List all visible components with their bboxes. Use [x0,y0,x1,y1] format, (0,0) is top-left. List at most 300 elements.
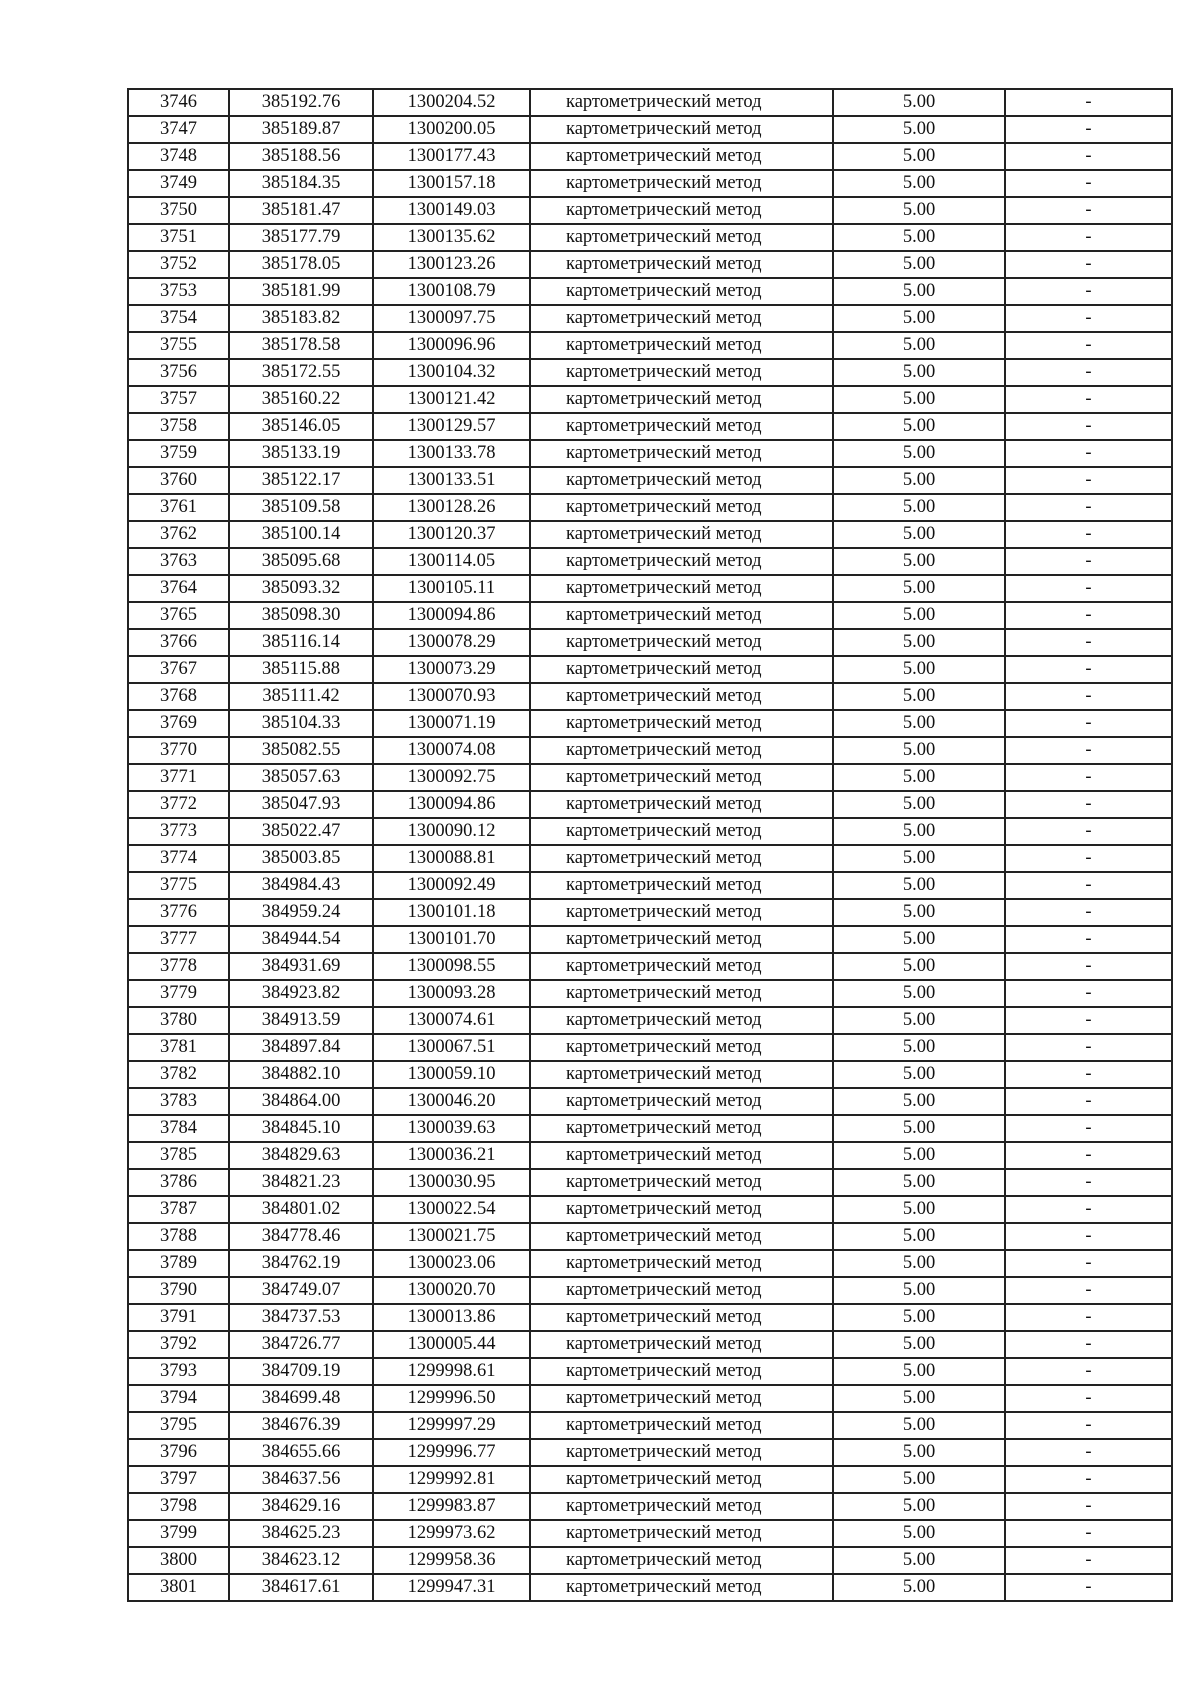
y-coordinate-cell: 1300090.12 [373,818,530,845]
note-cell: - [1005,521,1172,548]
table-row [128,953,1172,980]
table-row [128,1385,1172,1412]
accuracy-cell: 5.00 [833,1385,1005,1412]
y-coordinate-cell: 1300200.05 [373,116,530,143]
accuracy-cell: 5.00 [833,305,1005,332]
y-coordinate-cell: 1300023.06 [373,1250,530,1277]
y-coordinate-cell: 1300120.37 [373,521,530,548]
note-cell: - [1005,818,1172,845]
y-coordinate-cell: 1300071.19 [373,710,530,737]
y-coordinate-cell: 1300070.93 [373,683,530,710]
point-number-cell: 3752 [128,251,229,278]
point-number-cell: 3768 [128,683,229,710]
y-coordinate-cell: 1299998.61 [373,1358,530,1385]
y-coordinate-cell: 1300133.51 [373,467,530,494]
note-cell: - [1005,629,1172,656]
note-cell: - [1005,359,1172,386]
method-cell: картометрический метод [530,710,833,737]
note-cell: - [1005,89,1172,116]
y-coordinate-cell: 1299973.62 [373,1520,530,1547]
y-coordinate-cell: 1300074.61 [373,1007,530,1034]
table-row [128,1358,1172,1385]
method-cell: картометрический метод [530,332,833,359]
accuracy-cell: 5.00 [833,143,1005,170]
accuracy-cell: 5.00 [833,1250,1005,1277]
y-coordinate-cell: 1299983.87 [373,1493,530,1520]
method-cell: картометрический метод [530,116,833,143]
x-coordinate-cell: 384801.02 [229,1196,373,1223]
table-row [128,737,1172,764]
accuracy-cell: 5.00 [833,1142,1005,1169]
point-number-cell: 3747 [128,116,229,143]
table-row [128,1061,1172,1088]
note-cell: - [1005,278,1172,305]
method-cell: картометрический метод [530,656,833,683]
table-row [128,1412,1172,1439]
x-coordinate-cell: 385115.88 [229,656,373,683]
note-cell: - [1005,872,1172,899]
x-coordinate-cell: 384762.19 [229,1250,373,1277]
method-cell: картометрический метод [530,170,833,197]
note-cell: - [1005,1061,1172,1088]
accuracy-cell: 5.00 [833,764,1005,791]
method-cell: картометрический метод [530,1520,833,1547]
accuracy-cell: 5.00 [833,1547,1005,1574]
accuracy-cell: 5.00 [833,602,1005,629]
x-coordinate-cell: 385133.19 [229,440,373,467]
note-cell: - [1005,1574,1172,1601]
note-cell: - [1005,143,1172,170]
x-coordinate-cell: 385104.33 [229,710,373,737]
point-number-cell: 3791 [128,1304,229,1331]
accuracy-cell: 5.00 [833,1493,1005,1520]
y-coordinate-cell: 1300105.11 [373,575,530,602]
point-number-cell: 3762 [128,521,229,548]
accuracy-cell: 5.00 [833,791,1005,818]
point-number-cell: 3756 [128,359,229,386]
note-cell: - [1005,845,1172,872]
y-coordinate-cell: 1300177.43 [373,143,530,170]
note-cell: - [1005,1250,1172,1277]
accuracy-cell: 5.00 [833,1007,1005,1034]
note-cell: - [1005,1196,1172,1223]
method-cell: картометрический метод [530,1385,833,1412]
y-coordinate-cell: 1300133.78 [373,440,530,467]
x-coordinate-cell: 385172.55 [229,359,373,386]
point-number-cell: 3750 [128,197,229,224]
table-row [128,440,1172,467]
accuracy-cell: 5.00 [833,629,1005,656]
method-cell: картометрический метод [530,1466,833,1493]
x-coordinate-cell: 385181.99 [229,278,373,305]
accuracy-cell: 5.00 [833,278,1005,305]
note-cell: - [1005,1385,1172,1412]
method-cell: картометрический метод [530,1439,833,1466]
accuracy-cell: 5.00 [833,386,1005,413]
x-coordinate-cell: 384913.59 [229,1007,373,1034]
note-cell: - [1005,251,1172,278]
table-row [128,872,1172,899]
y-coordinate-cell: 1299996.50 [373,1385,530,1412]
point-number-cell: 3797 [128,1466,229,1493]
note-cell: - [1005,926,1172,953]
table-row [128,494,1172,521]
x-coordinate-cell: 385146.05 [229,413,373,440]
point-number-cell: 3781 [128,1034,229,1061]
method-cell: картометрический метод [530,1034,833,1061]
note-cell: - [1005,224,1172,251]
note-cell: - [1005,1007,1172,1034]
y-coordinate-cell: 1300092.49 [373,872,530,899]
note-cell: - [1005,683,1172,710]
point-number-cell: 3769 [128,710,229,737]
x-coordinate-cell: 385189.87 [229,116,373,143]
y-coordinate-cell: 1300135.62 [373,224,530,251]
accuracy-cell: 5.00 [833,251,1005,278]
table-row [128,1169,1172,1196]
x-coordinate-cell: 384617.61 [229,1574,373,1601]
accuracy-cell: 5.00 [833,1115,1005,1142]
table-row [128,656,1172,683]
note-cell: - [1005,197,1172,224]
table-row [128,332,1172,359]
accuracy-cell: 5.00 [833,1520,1005,1547]
y-coordinate-cell: 1300013.86 [373,1304,530,1331]
y-coordinate-cell: 1300157.18 [373,170,530,197]
accuracy-cell: 5.00 [833,197,1005,224]
point-number-cell: 3796 [128,1439,229,1466]
point-number-cell: 3777 [128,926,229,953]
x-coordinate-cell: 384923.82 [229,980,373,1007]
y-coordinate-cell: 1300039.63 [373,1115,530,1142]
point-number-cell: 3771 [128,764,229,791]
y-coordinate-cell: 1300098.55 [373,953,530,980]
x-coordinate-cell: 384897.84 [229,1034,373,1061]
table-row [128,1304,1172,1331]
coordinates-table [127,88,1173,1602]
point-number-cell: 3792 [128,1331,229,1358]
x-coordinate-cell: 385116.14 [229,629,373,656]
method-cell: картометрический метод [530,899,833,926]
x-coordinate-cell: 384726.77 [229,1331,373,1358]
note-cell: - [1005,1520,1172,1547]
x-coordinate-cell: 384845.10 [229,1115,373,1142]
x-coordinate-cell: 384629.16 [229,1493,373,1520]
x-coordinate-cell: 384829.63 [229,1142,373,1169]
accuracy-cell: 5.00 [833,521,1005,548]
x-coordinate-cell: 385057.63 [229,764,373,791]
point-number-cell: 3790 [128,1277,229,1304]
y-coordinate-cell: 1300093.28 [373,980,530,1007]
table-row [128,386,1172,413]
note-cell: - [1005,1547,1172,1574]
y-coordinate-cell: 1300128.26 [373,494,530,521]
accuracy-cell: 5.00 [833,683,1005,710]
y-coordinate-cell: 1300121.42 [373,386,530,413]
note-cell: - [1005,1439,1172,1466]
y-coordinate-cell: 1300123.26 [373,251,530,278]
x-coordinate-cell: 385178.58 [229,332,373,359]
accuracy-cell: 5.00 [833,845,1005,872]
accuracy-cell: 5.00 [833,1169,1005,1196]
method-cell: картометрический метод [530,1250,833,1277]
accuracy-cell: 5.00 [833,710,1005,737]
table-row [128,980,1172,1007]
x-coordinate-cell: 385109.58 [229,494,373,521]
table-row [128,602,1172,629]
point-number-cell: 3783 [128,1088,229,1115]
point-number-cell: 3754 [128,305,229,332]
note-cell: - [1005,440,1172,467]
method-cell: картометрический метод [530,1412,833,1439]
point-number-cell: 3801 [128,1574,229,1601]
x-coordinate-cell: 384676.39 [229,1412,373,1439]
point-number-cell: 3785 [128,1142,229,1169]
accuracy-cell: 5.00 [833,224,1005,251]
note-cell: - [1005,1169,1172,1196]
point-number-cell: 3749 [128,170,229,197]
y-coordinate-cell: 1300046.20 [373,1088,530,1115]
note-cell: - [1005,170,1172,197]
y-coordinate-cell: 1300036.21 [373,1142,530,1169]
x-coordinate-cell: 384821.23 [229,1169,373,1196]
note-cell: - [1005,413,1172,440]
accuracy-cell: 5.00 [833,1439,1005,1466]
table-row [128,1331,1172,1358]
table-row [128,818,1172,845]
point-number-cell: 3775 [128,872,229,899]
method-cell: картометрический метод [530,521,833,548]
table-row [128,1223,1172,1250]
x-coordinate-cell: 385160.22 [229,386,373,413]
method-cell: картометрический метод [530,1358,833,1385]
table-row [128,1196,1172,1223]
accuracy-cell: 5.00 [833,737,1005,764]
table-row [128,251,1172,278]
accuracy-cell: 5.00 [833,89,1005,116]
method-cell: картометрический метод [530,251,833,278]
table-row [128,1520,1172,1547]
x-coordinate-cell: 384984.43 [229,872,373,899]
x-coordinate-cell: 385177.79 [229,224,373,251]
note-cell: - [1005,953,1172,980]
point-number-cell: 3787 [128,1196,229,1223]
note-cell: - [1005,386,1172,413]
point-number-cell: 3764 [128,575,229,602]
y-coordinate-cell: 1300073.29 [373,656,530,683]
y-coordinate-cell: 1299958.36 [373,1547,530,1574]
x-coordinate-cell: 385003.85 [229,845,373,872]
note-cell: - [1005,1034,1172,1061]
note-cell: - [1005,1115,1172,1142]
table-row [128,89,1172,116]
x-coordinate-cell: 384655.66 [229,1439,373,1466]
method-cell: картометрический метод [530,1331,833,1358]
note-cell: - [1005,1412,1172,1439]
table-row [128,926,1172,953]
point-number-cell: 3767 [128,656,229,683]
x-coordinate-cell: 384737.53 [229,1304,373,1331]
accuracy-cell: 5.00 [833,872,1005,899]
x-coordinate-cell: 385184.35 [229,170,373,197]
table-row [128,1493,1172,1520]
point-number-cell: 3746 [128,89,229,116]
accuracy-cell: 5.00 [833,332,1005,359]
note-cell: - [1005,656,1172,683]
x-coordinate-cell: 384944.54 [229,926,373,953]
y-coordinate-cell: 1300149.03 [373,197,530,224]
point-number-cell: 3786 [128,1169,229,1196]
method-cell: картометрический метод [530,305,833,332]
note-cell: - [1005,1358,1172,1385]
x-coordinate-cell: 385022.47 [229,818,373,845]
table-row [128,575,1172,602]
x-coordinate-cell: 384699.48 [229,1385,373,1412]
method-cell: картометрический метод [530,602,833,629]
y-coordinate-cell: 1300074.08 [373,737,530,764]
point-number-cell: 3770 [128,737,229,764]
x-coordinate-cell: 385093.32 [229,575,373,602]
point-number-cell: 3795 [128,1412,229,1439]
point-number-cell: 3766 [128,629,229,656]
table-row [128,359,1172,386]
method-cell: картометрический метод [530,494,833,521]
y-coordinate-cell: 1300059.10 [373,1061,530,1088]
method-cell: картометрический метод [530,1223,833,1250]
y-coordinate-cell: 1300096.96 [373,332,530,359]
table-row [128,305,1172,332]
method-cell: картометрический метод [530,143,833,170]
table-row [128,1574,1172,1601]
method-cell: картометрический метод [530,359,833,386]
method-cell: картометрический метод [530,386,833,413]
note-cell: - [1005,1223,1172,1250]
note-cell: - [1005,1088,1172,1115]
accuracy-cell: 5.00 [833,575,1005,602]
accuracy-cell: 5.00 [833,548,1005,575]
table-row [128,1439,1172,1466]
y-coordinate-cell: 1300022.54 [373,1196,530,1223]
x-coordinate-cell: 384931.69 [229,953,373,980]
accuracy-cell: 5.00 [833,1574,1005,1601]
point-number-cell: 3751 [128,224,229,251]
method-cell: картометрический метод [530,1547,833,1574]
y-coordinate-cell: 1300094.86 [373,791,530,818]
table-row [128,116,1172,143]
x-coordinate-cell: 384959.24 [229,899,373,926]
x-coordinate-cell: 385047.93 [229,791,373,818]
table-row [128,197,1172,224]
table-row [128,278,1172,305]
note-cell: - [1005,737,1172,764]
point-number-cell: 3788 [128,1223,229,1250]
accuracy-cell: 5.00 [833,1466,1005,1493]
x-coordinate-cell: 385188.56 [229,143,373,170]
table-row [128,1466,1172,1493]
note-cell: - [1005,116,1172,143]
accuracy-cell: 5.00 [833,494,1005,521]
note-cell: - [1005,494,1172,521]
accuracy-cell: 5.00 [833,116,1005,143]
method-cell: картометрический метод [530,791,833,818]
point-number-cell: 3757 [128,386,229,413]
method-cell: картометрический метод [530,548,833,575]
x-coordinate-cell: 384623.12 [229,1547,373,1574]
method-cell: картометрический метод [530,440,833,467]
table-row [128,1034,1172,1061]
accuracy-cell: 5.00 [833,1412,1005,1439]
accuracy-cell: 5.00 [833,1088,1005,1115]
accuracy-cell: 5.00 [833,413,1005,440]
table-row [128,629,1172,656]
method-cell: картометрический метод [530,197,833,224]
point-number-cell: 3784 [128,1115,229,1142]
point-number-cell: 3779 [128,980,229,1007]
y-coordinate-cell: 1299992.81 [373,1466,530,1493]
y-coordinate-cell: 1300097.75 [373,305,530,332]
table-row [128,710,1172,737]
point-number-cell: 3776 [128,899,229,926]
y-coordinate-cell: 1300092.75 [373,764,530,791]
note-cell: - [1005,305,1172,332]
x-coordinate-cell: 384778.46 [229,1223,373,1250]
table-row [128,899,1172,926]
method-cell: картометрический метод [530,1142,833,1169]
note-cell: - [1005,602,1172,629]
point-number-cell: 3763 [128,548,229,575]
table-row [128,764,1172,791]
y-coordinate-cell: 1299947.31 [373,1574,530,1601]
accuracy-cell: 5.00 [833,1358,1005,1385]
table-row [128,170,1172,197]
x-coordinate-cell: 385100.14 [229,521,373,548]
table-row [128,1277,1172,1304]
table-row [128,521,1172,548]
y-coordinate-cell: 1300067.51 [373,1034,530,1061]
method-cell: картометрический метод [530,764,833,791]
x-coordinate-cell: 385181.47 [229,197,373,224]
x-coordinate-cell: 384709.19 [229,1358,373,1385]
point-number-cell: 3758 [128,413,229,440]
accuracy-cell: 5.00 [833,1223,1005,1250]
y-coordinate-cell: 1300005.44 [373,1331,530,1358]
method-cell: картометрический метод [530,1196,833,1223]
x-coordinate-cell: 385122.17 [229,467,373,494]
x-coordinate-cell: 385111.42 [229,683,373,710]
point-number-cell: 3778 [128,953,229,980]
table-row [128,224,1172,251]
y-coordinate-cell: 1300020.70 [373,1277,530,1304]
accuracy-cell: 5.00 [833,1331,1005,1358]
table-row [128,1250,1172,1277]
x-coordinate-cell: 385183.82 [229,305,373,332]
table-row [128,1142,1172,1169]
note-cell: - [1005,1493,1172,1520]
note-cell: - [1005,710,1172,737]
point-number-cell: 3772 [128,791,229,818]
method-cell: картометрический метод [530,1088,833,1115]
point-number-cell: 3755 [128,332,229,359]
y-coordinate-cell: 1300021.75 [373,1223,530,1250]
accuracy-cell: 5.00 [833,1196,1005,1223]
table-row [128,683,1172,710]
table-row [128,467,1172,494]
x-coordinate-cell: 384625.23 [229,1520,373,1547]
y-coordinate-cell: 1300114.05 [373,548,530,575]
y-coordinate-cell: 1300129.57 [373,413,530,440]
table-row [128,1007,1172,1034]
y-coordinate-cell: 1300104.32 [373,359,530,386]
